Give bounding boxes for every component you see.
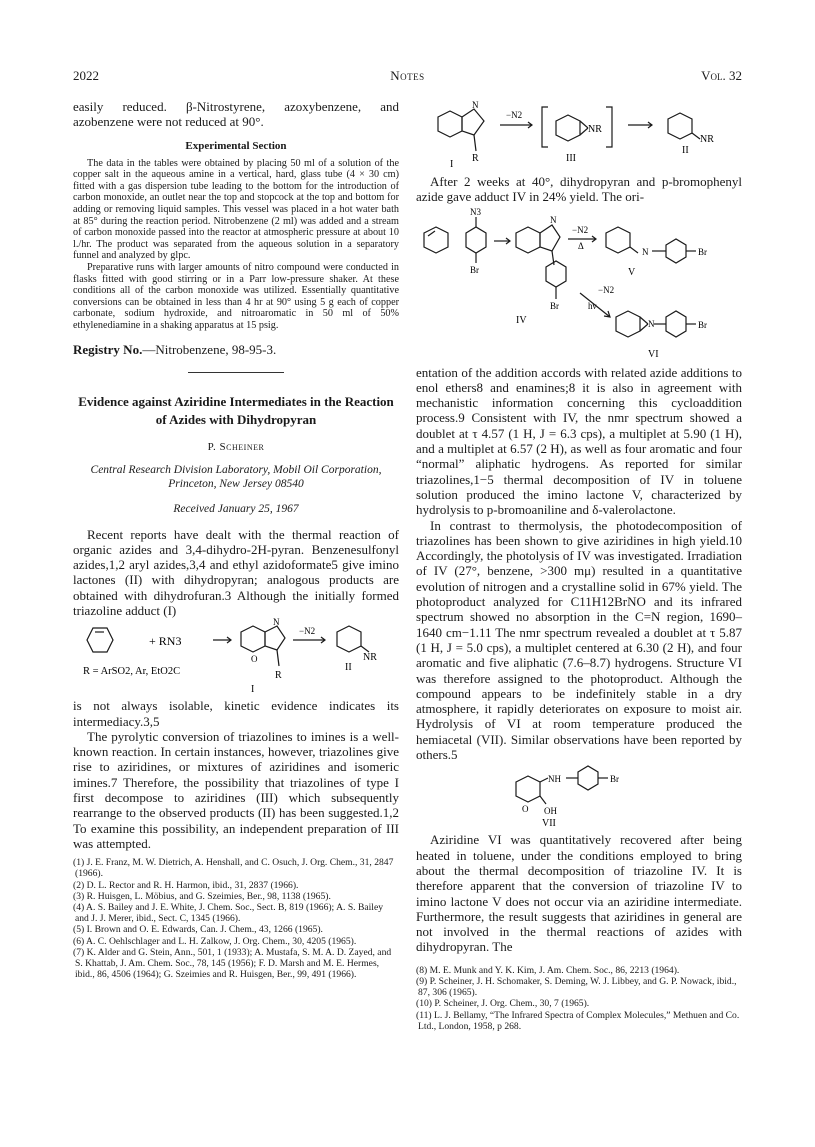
scheme3-label-V: V [628, 266, 636, 278]
footnote: (7) K. Alder and G. Stein, Ann., 501, 1 (1933); A. Mustafa, S. M. A. D. Zayed, and S. Khattab, J. Am. Chem. Soc., 78, 145 (1956); F. D. Marsh and M. E. Hermes, ibid., 86, 4506 (1964); G. Szeimies and R. Huisgen, Ber., 99, 491 (1966). [73, 946, 392, 981]
scheme3-hv: hν [588, 300, 597, 311]
registry-label: Registry No. [73, 341, 143, 357]
footnote: (2) D. L. Rector and R. H. Harmon, ibid., 31, 2837 (1966). [73, 879, 299, 891]
left-column [73, 99, 399, 980]
scheme3-label-VI: VI [648, 348, 659, 360]
scheme1-r-definition: R = ArSO2, Ar, EtO2C [83, 666, 181, 678]
section-rule [188, 372, 284, 373]
scheme3-br-VI: Br [698, 319, 707, 330]
body-paragraph-2: is not always isolable, kinetic evidence indicates its intermediacy.3,5 [73, 698, 399, 729]
scheme1-n: N [273, 618, 280, 628]
volume-label: Vol. 32 [701, 68, 742, 83]
scheme2-arrow-label: −N2 [506, 110, 523, 120]
footnotes-left [73, 857, 399, 980]
footnote: (3) R. Huisgen, L. Möbius, and G. Szeimies, Ber., 98, 1138 (1965). [73, 890, 331, 902]
scheme3-arrow1: −N2 [572, 224, 589, 235]
section-name: Notes [390, 68, 425, 83]
body-paragraph-1: Recent reports have dealt with the thermal reaction of organic azides and 3,4-dihydro-2H-pyran. Benzenesulfonyl azides,1,2 aryl azides,3,4 and ethyl azidoformate5 give imino lactones (II) with dihydropyran; analogous products are obtained with dihydrofuran.3 Although the initially formed triazoline adduct (I) [73, 526, 399, 618]
footnote: (8) M. E. Munk and Y. K. Kim, J. Am. Chem. Soc., 86, 2213 (1964). [416, 964, 680, 976]
footnote: (5) I. Brown and O. E. Edwards, Can. J. Chem., 43, 1266 (1965). [73, 924, 323, 936]
experimental-paragraph-1: The data in the tables were obtained by placing 50 ml of a solution of the copper salt in the aqueous amine in a vertical, hard, glass tube (4 × 30 cm) fitted with a gas dispersion tube leading to the bottom for the introduction of carbon monoxide, an outlet near the top and stopcock at the top and bottom for adding or removing liquid samples. This vessel was placed in a hot water bath at 85° during the reaction period. Nitrobenzene (2 ml) was added and a stream of carbon monoxide passed into the reactor at atmospheric pressure at about 10 l./hr. The product was separated from the aqueous solution in a separatory funnel and analyzed by glpc. [73, 157, 399, 262]
scheme3-br-azide: Br [470, 264, 479, 275]
footnote: (1) J. E. Franz, M. W. Dietrich, A. Henshall, and C. Osuch, J. Org. Chem., 31, 2847 (1966). [73, 857, 394, 880]
registry-line [73, 342, 399, 358]
experimental-heading: Experimental Section [185, 139, 287, 152]
scheme2-label-II: II [682, 145, 689, 156]
right-paragraph-1: After 2 weeks at 40°, dihydropyran and p-bromophenyl azide gave adduct IV in 24% yield. The ori- [416, 174, 742, 205]
received-date: Received January 25, 1967 [173, 502, 299, 515]
running-header [73, 68, 742, 84]
scheme2-label-I: I [450, 159, 454, 170]
scheme1-arrow-label: −N2 [299, 626, 316, 637]
scheme-1-diagram [73, 618, 399, 698]
article-title: Evidence against Aziridine Intermediates in the Reaction of Azides with Dihydropyran [78, 393, 394, 427]
scheme3-n3: N3 [470, 206, 481, 217]
footnote: (11) L. J. Bellamy, “The Infrared Spectra of Complex Molecules,” Methuen and Co. Ltd., London, 1958, p 268. [416, 1009, 740, 1032]
scheme3-br-IV: Br [550, 300, 559, 311]
intro-paragraph: easily reduced. β-Nitrostyrene, azoxybenzene, and azobenzene were not reduced at 90°. [73, 99, 399, 130]
registry-text: —Nitrobenzene, 98-95-3. [142, 341, 277, 357]
scheme-4-diagram [416, 762, 742, 832]
scheme1-nr: NR [363, 652, 377, 664]
scheme2-n: N [472, 100, 479, 110]
scheme3-label-IV: IV [516, 314, 527, 326]
scheme4-oh: OH [544, 806, 557, 817]
affiliation: Central Research Division Laboratory, Mobil Oil Corporation, Princeton, New Jersey 08540 [90, 463, 382, 490]
scheme1-label-II: II [345, 662, 352, 674]
scheme2-nr-II: NR [700, 134, 714, 145]
footnote: (4) A. S. Bailey and J. E. White, J. Chem. Soc., Sect. B, 819 (1966); A. S. Bailey and J. J. Merer, ibid., Sect. C, 1345 (1966). [73, 902, 383, 925]
scheme1-reagent: + RN3 [149, 634, 182, 649]
footnote: (6) A. C. Oehlschlager and L. H. Zalkow, J. Org. Chem., 30, 4205 (1965). [73, 935, 357, 947]
page-number: 2022 [73, 68, 99, 83]
scheme3-delta: Δ [578, 240, 584, 251]
scheme3-n: N [550, 214, 557, 225]
scheme1-o: O [251, 654, 258, 665]
scheme-3-diagram [416, 205, 742, 365]
scheme4-label-VII: VII [542, 818, 556, 830]
experimental-paragraph-2: Preparative runs with larger amounts of nitro compound were conducted in flasks fitted with good stirring or in a Parr low-pressure shaker. At these conditions all of the carbon monoxide was utilized. Essentially quantitative conversions can be obtained in less than 4 hr at 90° using 5 g each of copper carbonate, sodium hydroxide, and nitroaromatic in 50 ml of 50% ethylenediamine in a shaking apparatus at 15 psig. [73, 261, 399, 331]
body-paragraph-3: The pyrolytic conversion of triazolines to imines is a well-known reaction. In certain instances, however, triazolines give rise to aziridines, or mixtures of aziridines and isomeric imines.7 Therefore, the possibility that triazolines of type I first decompose to aziridines (III) which subsequently rearrange to the observed products (II) has been suggested.1,2 To examine this possibility, an independent preparation of III was attempted. [73, 728, 399, 851]
scheme4-nh: NH [548, 774, 561, 785]
scheme3-arrow2: −N2 [598, 284, 615, 295]
right-paragraph-3: In contrast to thermolysis, the photodecomposition of triazolines has been shown to give aziridines in high yield.10 Accordingly, the photolysis of IV was investigated. Irradiation of IV (27°, benzene, >300 mμ) resulted in a quantitative evolution of nitrogen and a crystalline solid in 67% yield. The photoproduct analyzed for C11H12BrNO and its infrared spectrum showed no absorption in the C=N region, 1690–1640 cm−1.11 The nmr spectrum revealed a doublet at τ 5.87 (1 H, J = 5.0 cps), a multiplet centered at 6.30 (2 H), and four aromatic and five aliphatic (7.6–8.7) hydrogens. Structure VI was therefore assigned to the photoproduct. Although the compound appears to be indefinitely stable in a dry atmosphere, it rapidly deteriorates on exposure to moist air. Hydrolysis of VI at room temperature produced the hemiacetal (VII). Similar observations have been reported by others.5 [416, 517, 742, 763]
scheme1-label-I: I [251, 684, 255, 696]
footnote: (10) P. Scheiner, J. Org. Chem., 30, 7 (1965). [416, 998, 590, 1010]
author: P. Scheiner [207, 440, 265, 453]
footnote: (9) P. Scheiner, J. H. Schomaker, S. Deming, W. J. Libbey, and G. P. Nowack, ibid., 87, 306 (1965). [416, 975, 737, 999]
scheme3-n-VI: N [648, 318, 655, 329]
scheme2-label-III: III [566, 153, 576, 164]
scheme2-nr-III: NR [588, 124, 602, 135]
scheme2-r: R [472, 153, 479, 164]
scheme3-br-V: Br [698, 246, 707, 257]
footnotes-right [416, 965, 742, 1032]
right-paragraph-2: entation of the addition accords with related azide additions to enol ethers8 and enamines;8 it is also in agreement with mechanistic information concerning this cycloaddition process.9 Consistent with IV, the nmr spectrum showed a doublet at τ 4.57 (1 H, J = 6.3 cps), a multiplet at 5.90 (1 H), and a multiplet at 6.57 (2 H), as well as four aromatic and four “normal” aliphatic hydrogens. As reported for similar triazolines,1−5 thermal decomposition of IV in toluene solution produced the imino lactone V, characterized by hydrolysis to p-bromoaniline and δ-valerolactone. [416, 364, 742, 518]
scheme4-br: Br [610, 774, 619, 785]
scheme1-r: R [275, 670, 282, 682]
scheme3-n-V: N [642, 246, 649, 257]
scheme-2-diagram [416, 99, 742, 174]
scheme4-o: O [522, 804, 529, 815]
right-column [416, 99, 742, 1032]
right-paragraph-4: Aziridine VI was quantitatively recovered after being heated in toluene, under the conditions employed to bring about the thermal decomposition of triazoline IV. It is therefore apparent that the conversion of triazoline IV to imino lactone V does not occur via an aziridine intermediate. Furthermore, the result suggests that aziridines in general are not involved in the thermal reactions of azides with dihydropyran. The [416, 832, 742, 955]
